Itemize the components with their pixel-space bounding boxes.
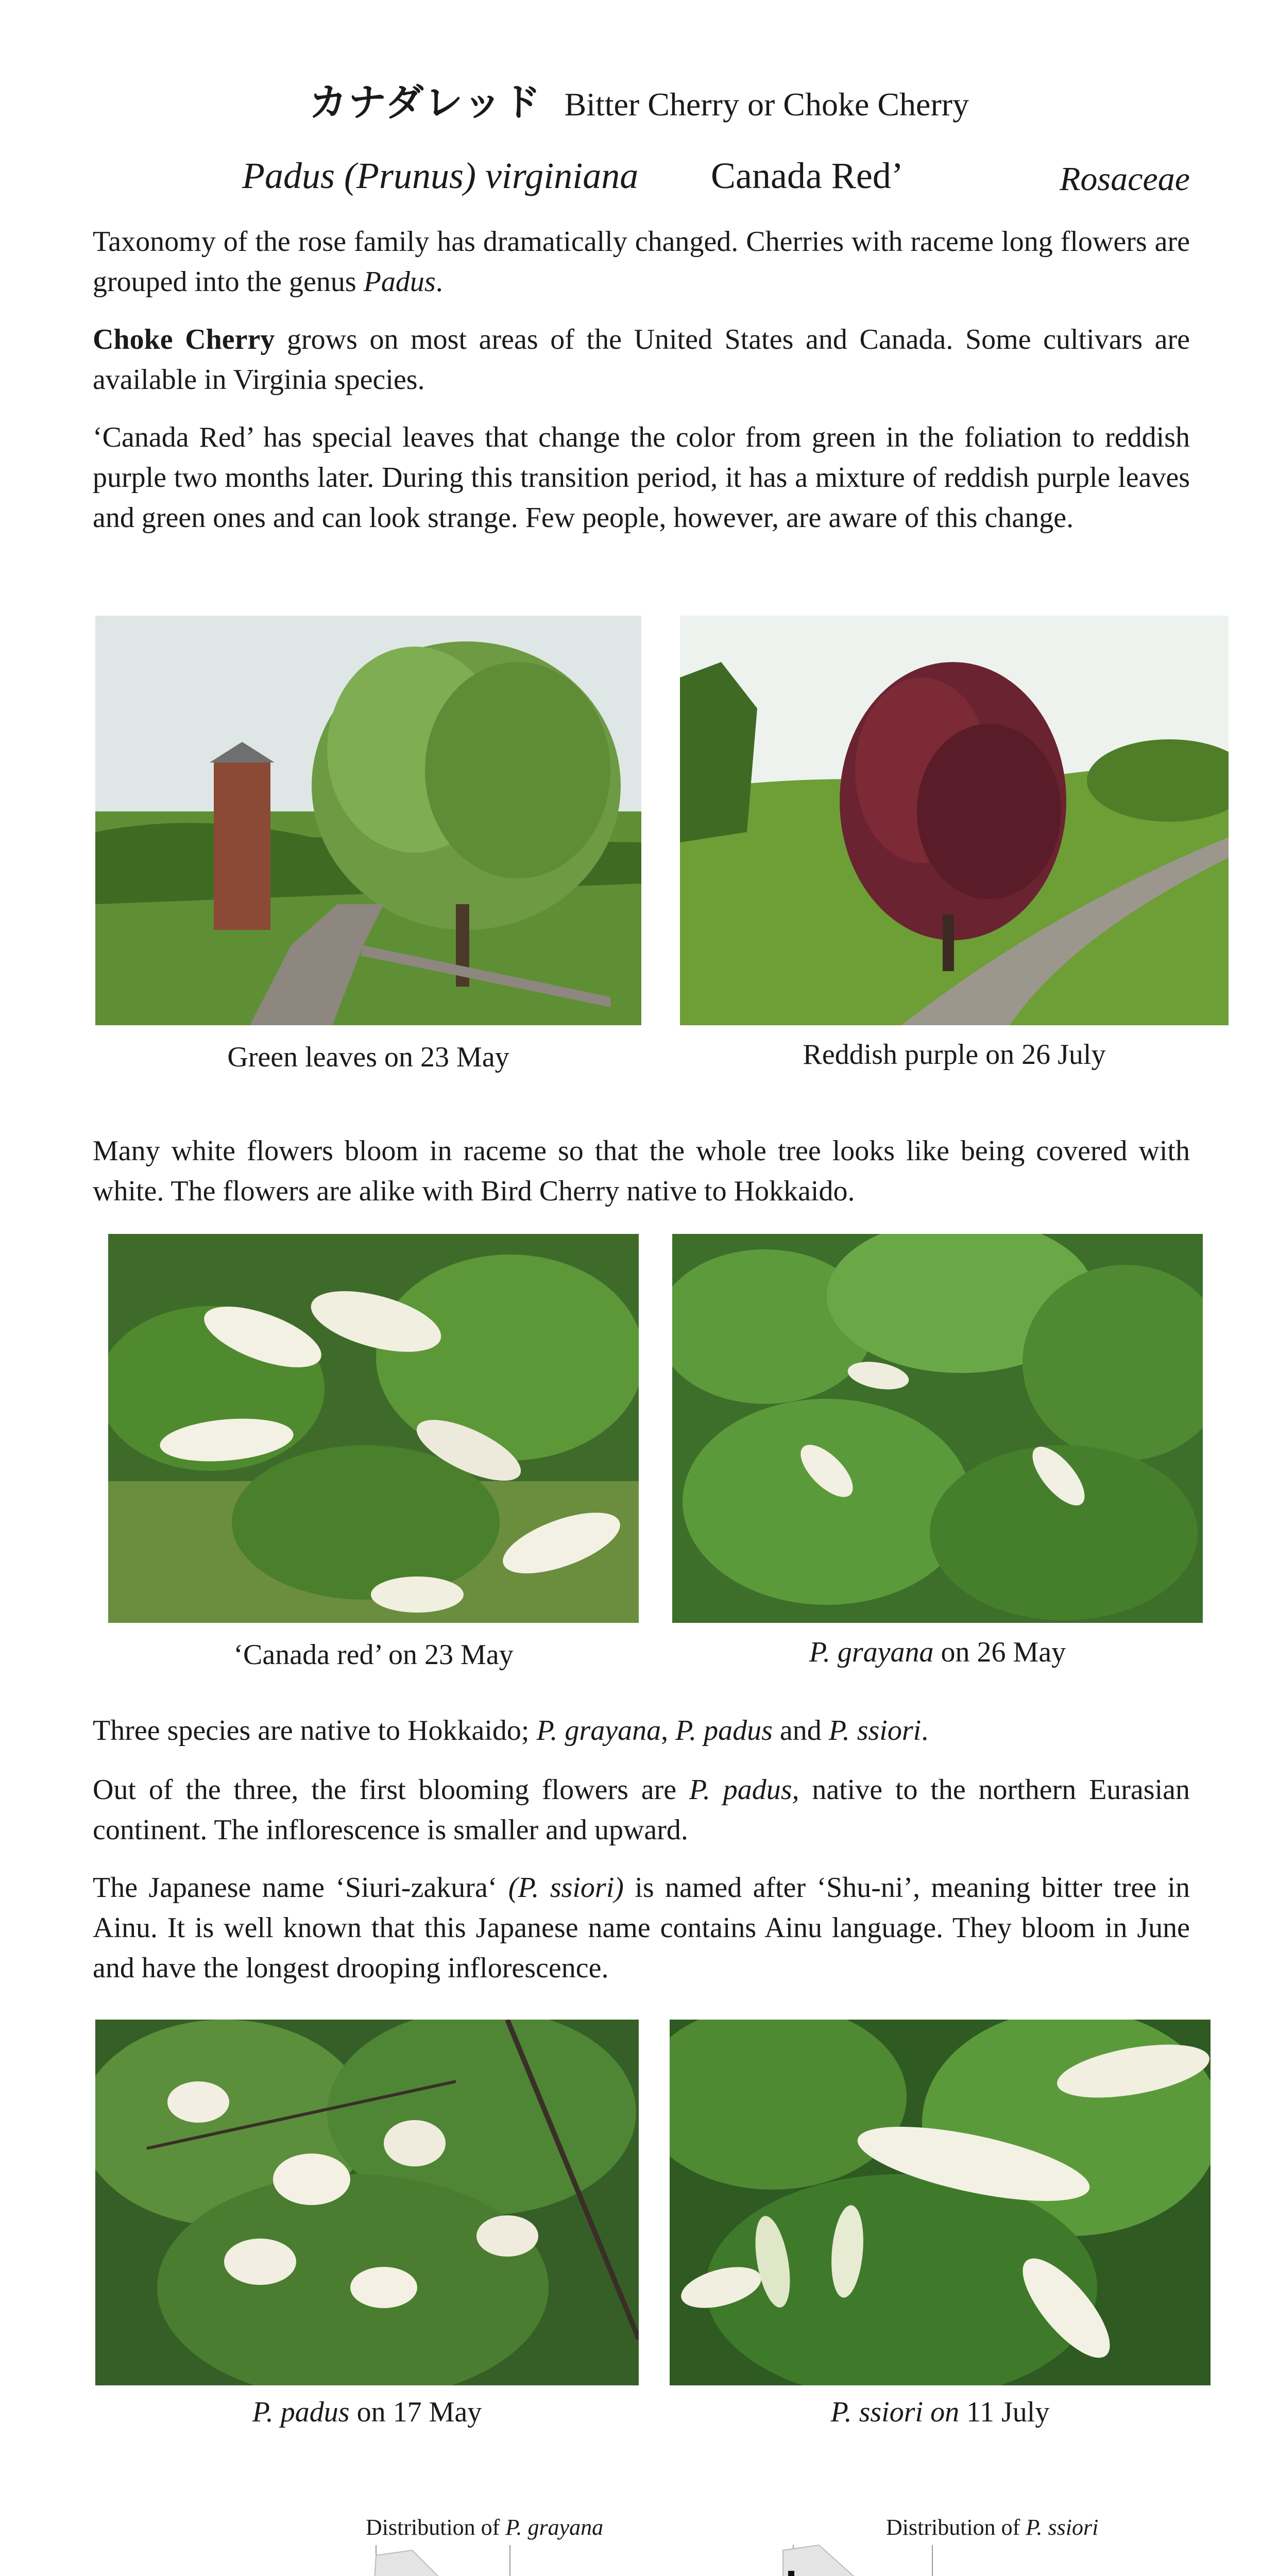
caption-grayana: P. grayana on 26 May [809,1636,1066,1668]
family-name: Rosaceae [1060,160,1190,198]
title-english: Bitter Cherry or Choke Cherry [564,86,969,123]
map-grayana [242,2514,639,2576]
species-line [93,155,1190,206]
intro-paragraph-choke-cherry: Choke Cherry grows on most areas of the United States and Canada. Some cultivars are available in Virginia species. [93,324,1190,396]
page-title [0,72,1278,127]
caption-padus: P. padus on 17 May [252,2396,482,2428]
flowers-paragraph: Many white flowers bloom in raceme so that the whole tree looks like being covered with white. The flowers are alike with Bird Cherry native to Hokkaido. [93,1135,1190,1207]
intro-paragraph-taxonomy: Taxonomy of the rose family has dramatically changed. Cherries with raceme long flowers are grouped into the genus Padus. [93,226,1190,298]
natives-paragraph-padus: Out of the three, the first blooming flowers are P. padus, native to the northern Eurasian continent. The inflorescence is smaller and upward. [93,1774,1190,1846]
photo-green-tree [95,616,641,1025]
map-ssiori [664,2514,1099,2576]
title-japanese: カナダレッド [309,80,542,125]
map-title-ssiori: Distribution of P. ssiori [886,2515,1099,2540]
caption-green-leaves: Green leaves on 23 May [227,1041,509,1073]
photo-padus-flowers [95,2020,639,2385]
natives-paragraph-ssiori: The Japanese name ‘Siuri-zakura‘ (P. ssiori) is named after ‘Shu-ni’, meaning bitter tree in Ainu. It is well known that this Japanese name contains Ainu language. They bloom in June and have the longest drooping inflorescence. [93,1872,1190,1984]
photo-grayana-flowers [672,1234,1203,1623]
caption-reddish-purple: Reddish purple on 26 July [803,1039,1106,1071]
photo-reddish-purple-tree [680,616,1229,1025]
map-title-grayana: Distribution of P. grayana [366,2515,604,2540]
scientific-name: Padus (Prunus) virginiana [242,155,639,196]
photo-ssiori-flowers [670,2020,1211,2385]
caption-ssiori: P. ssiori on 11 July [830,2396,1050,2428]
caption-canada-red-flowers: ‘Canada red’ on 23 May [233,1639,514,1671]
natives-paragraph-three-species: Three species are native to Hokkaido; P. grayana, P. padus and P. ssiori. [93,1715,929,1747]
intro-paragraph-canada-red: ‘Canada Red’ has special leaves that change the color from green in the foliation to reddish purple two months later. During this transition period, it has a mixture of reddish purple leaves and green ones and can look strange. Few people, however, are aware of this change. [93,421,1190,534]
photo-canada-red-flowers [108,1234,639,1623]
cultivar-name: Canada Red’ [711,155,904,196]
